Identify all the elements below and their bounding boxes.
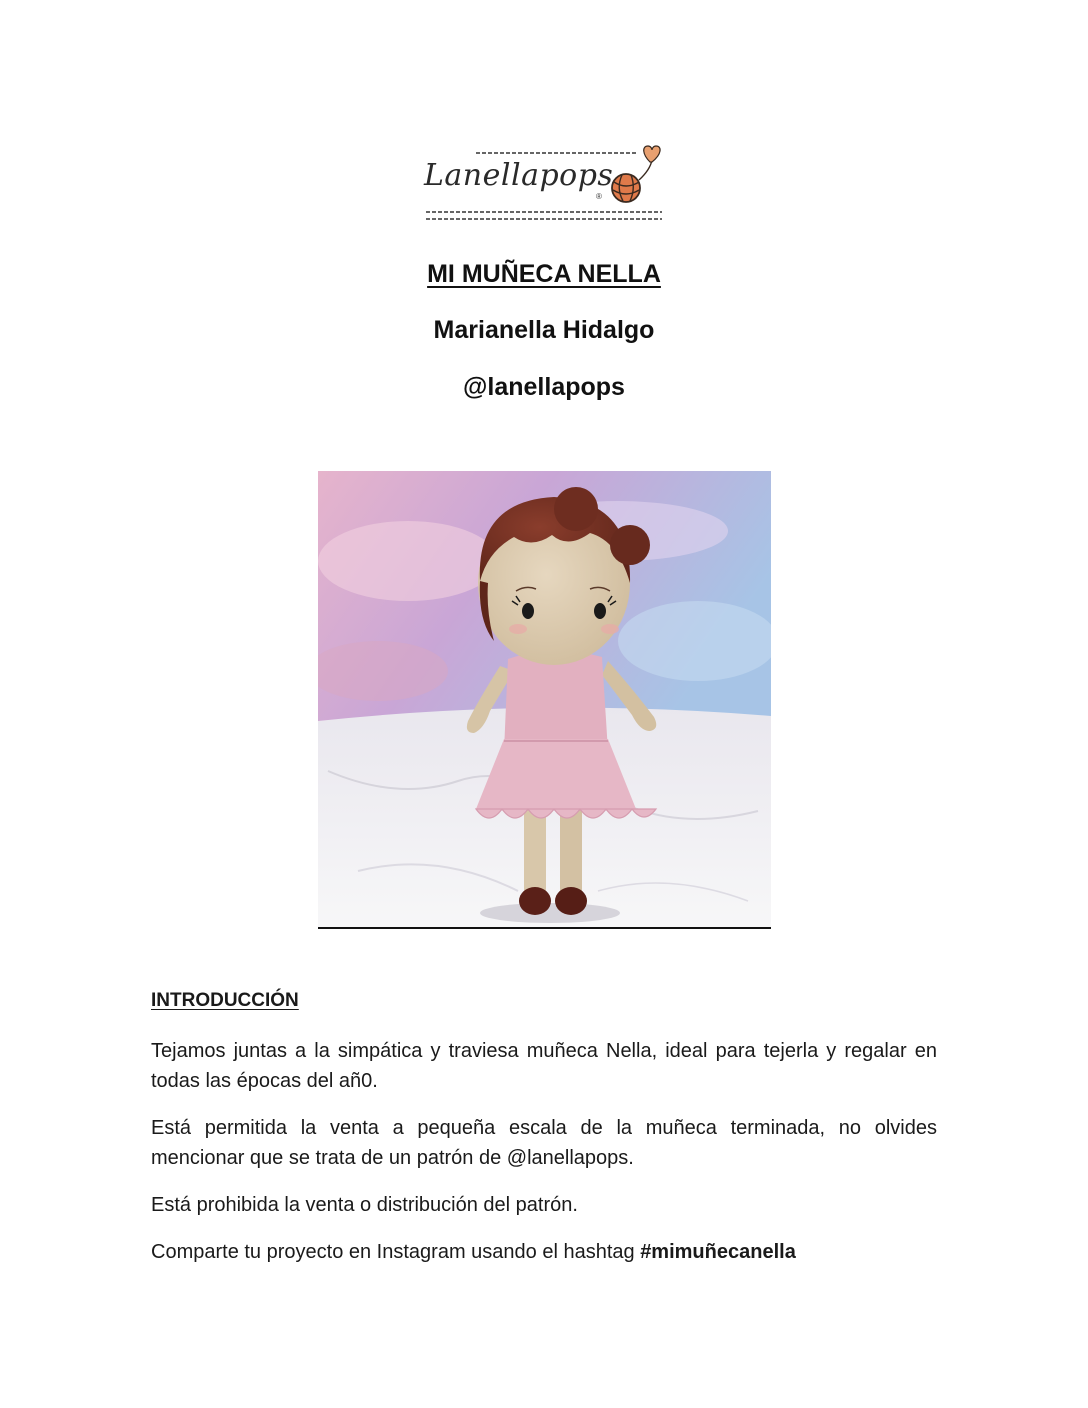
logo-wordmark: Lanellapops <box>424 158 614 193</box>
doll-illustration <box>318 471 771 927</box>
intro-paragraph-2: Está permitida la venta a pequeña escala de la muñeca terminada, no olvides mencionar que se trata de un patrón de @lanellapops. <box>151 1117 937 1169</box>
introduction-section <box>151 986 937 1284</box>
title-block <box>0 252 1088 409</box>
hashtag: #mimuñecanella <box>640 1241 796 1263</box>
author-handle: @lanellapops <box>463 373 625 401</box>
author-name: Marianella Hidalgo <box>433 316 655 344</box>
section-heading: INTRODUCCIÓN <box>151 990 299 1011</box>
brand-logo <box>418 140 668 226</box>
share-text: Comparte tu proyecto en Instagram usando el hashtag <box>151 1241 641 1263</box>
yarn-ball-icon <box>612 174 640 202</box>
share-paragraph <box>151 1237 937 1267</box>
registered-mark: ® <box>596 192 602 201</box>
page-title: MI MUÑECA NELLA <box>427 260 661 288</box>
heart-icon <box>644 146 660 162</box>
intro-paragraph-3: Está prohibida la venta o distribución del patrón. <box>151 1194 578 1216</box>
intro-paragraph-1: Tejamos juntas a la simpática y traviesa muñeca Nella, ideal para tejerla y regalar en todas las épocas del añ0. <box>151 1040 937 1092</box>
doll-photo <box>318 471 771 929</box>
